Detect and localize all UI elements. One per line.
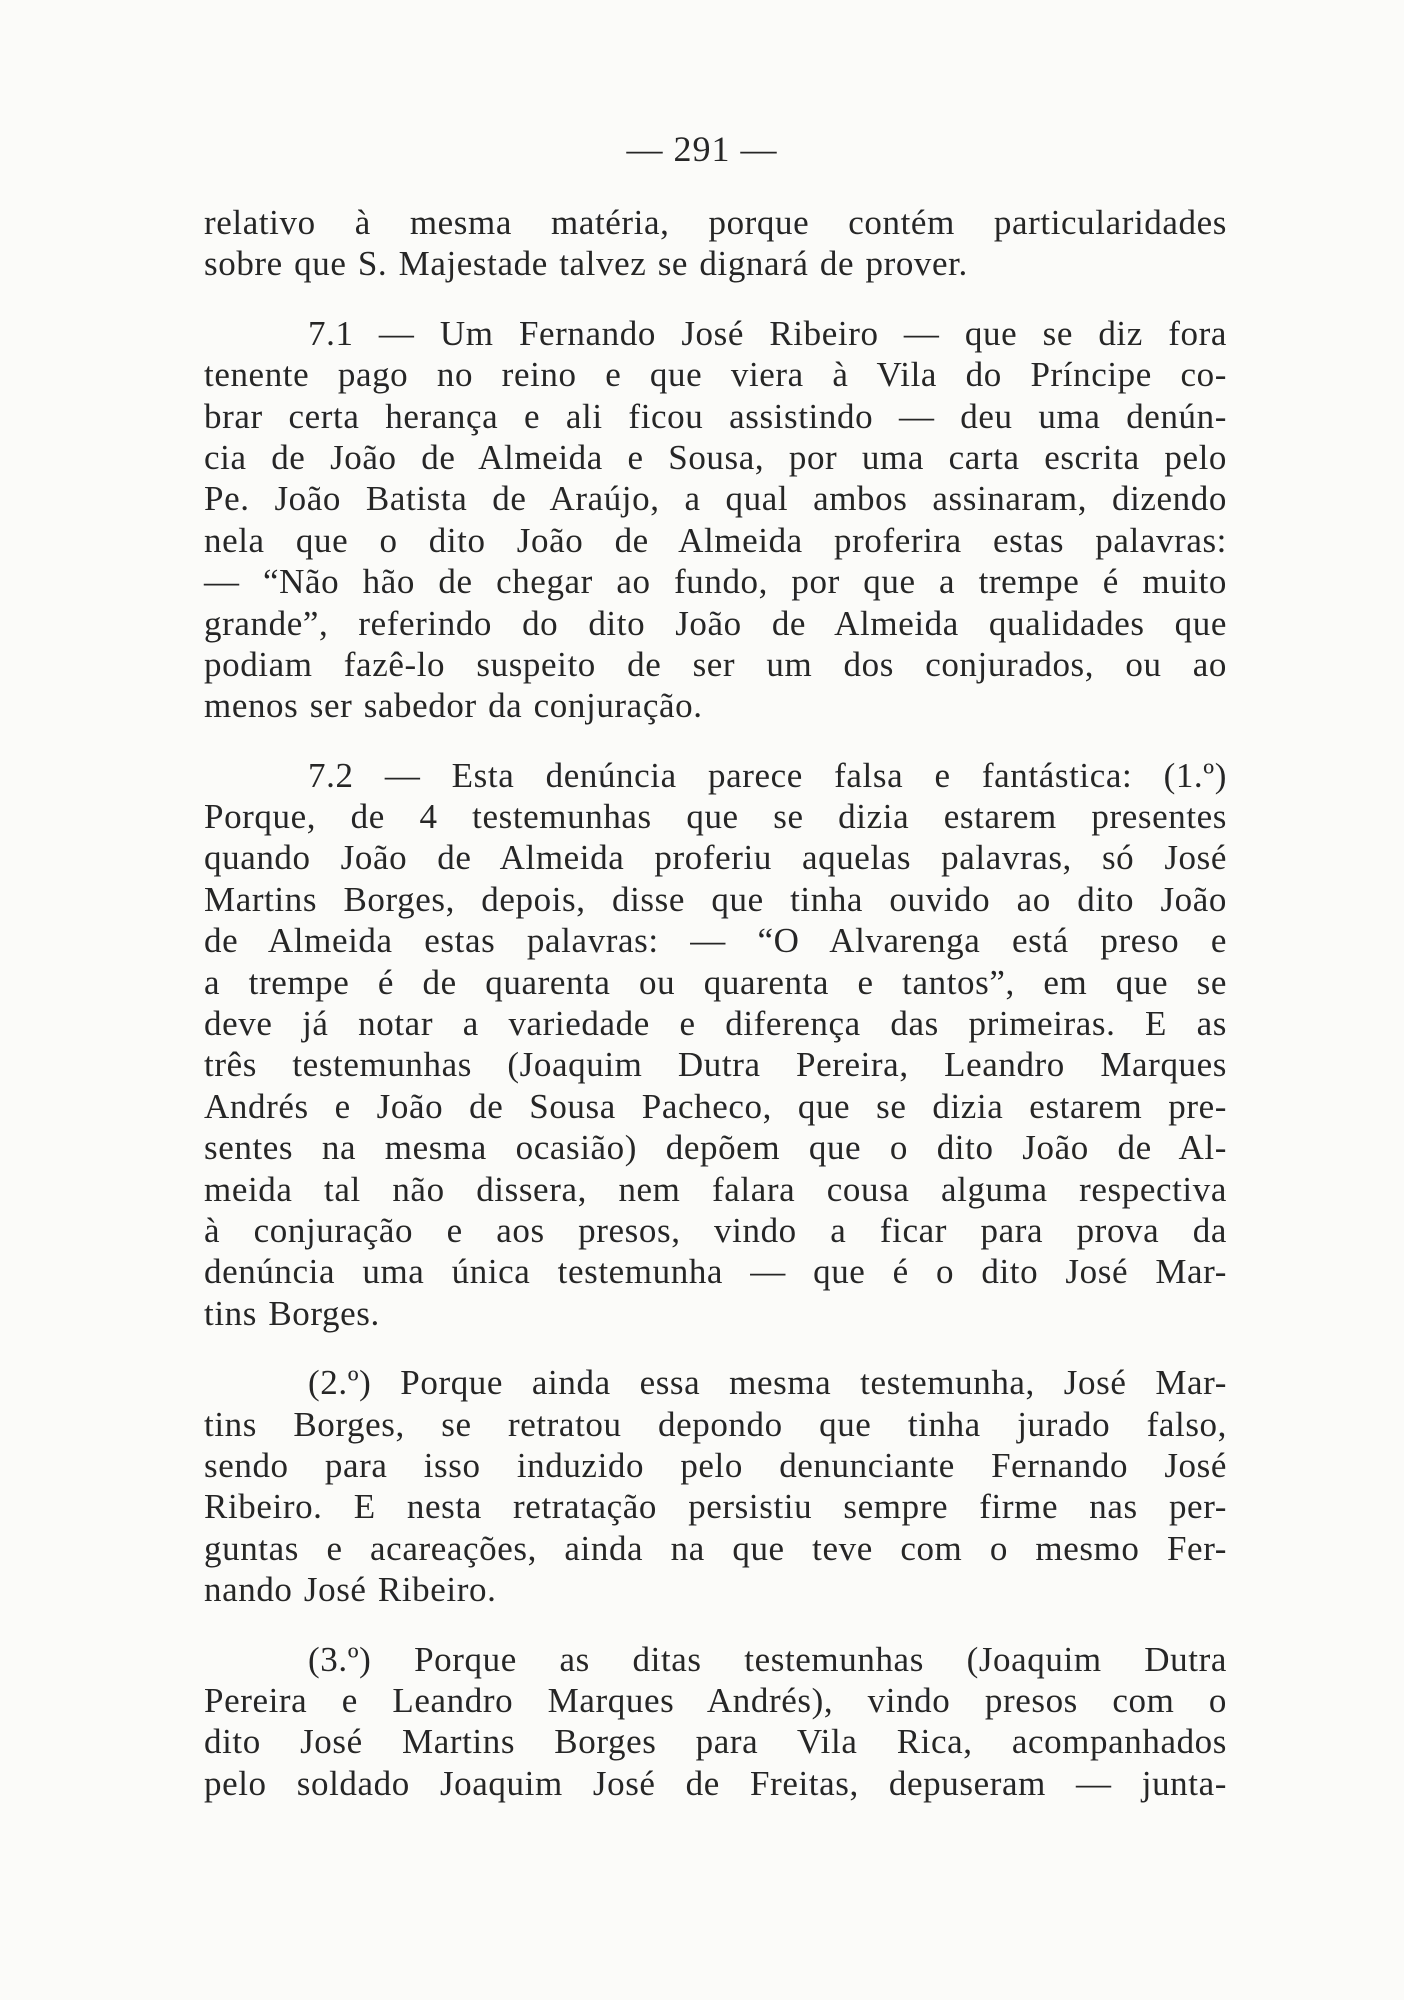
text-line: Martins Borges, depois, disse que tinha ouvido ao dito João [204,879,1227,919]
text-line: à conjuração e aos presos, vindo a ficar para prova da [204,1210,1227,1250]
paragraph-7-1 [204,313,1227,727]
text-line: Porque, de 4 testemunhas que se dizia estarem presentes [204,797,1227,837]
text-line: deve já notar a variedade e diferença das primeiras. E as [204,1004,1227,1044]
text-line: três testemunhas (Joaquim Dutra Pereira, Leandro Marques [204,1045,1227,1085]
text-line: Pereira e Leandro Marques Andrés), vindo presos com o [204,1680,1227,1720]
text-line: 7.2 — Esta denúncia parece falsa e fantástica: (1.º) [308,755,1227,795]
text-line: tins Borges, se retratou depondo que tinha jurado falso, [204,1404,1227,1444]
text-line: meida tal não dissera, nem falara cousa alguma respectiva [204,1169,1227,1209]
paragraph-7-2 [204,755,1227,1334]
text-line: cia de João de Almeida e Sousa, por uma carta escrita pelo [204,437,1227,477]
text-line: sobre que S. Majestade talvez se dignará de prover. [204,244,968,284]
text-line: 7.1 — Um Fernando José Ribeiro — que se diz fora [308,313,1227,353]
text-line: denúncia uma única testemunha — que é o dito José Mar- [204,1252,1227,1292]
text-line: (3.º) Porque as ditas testemunhas (Joaquim Dutra [308,1639,1227,1679]
text-line: brar certa herança e ali ficou assistindo — deu uma denún- [204,396,1227,436]
body-text [204,202,1227,1804]
text-line: sendo para isso induzido pelo denunciante Fernando José [204,1445,1227,1485]
text-line: menos ser sabedor da conjuração. [204,686,703,726]
text-line: grande”, referindo do dito João de Almeida qualidades que [204,603,1227,643]
text-line: quando João de Almeida proferiu aquelas palavras, só José [204,838,1227,878]
paragraph-point-2 [204,1362,1227,1610]
text-line: sentes na mesma ocasião) depõem que o dito João de Al- [204,1128,1227,1168]
text-line: dito José Martins Borges para Vila Rica, acompanhados [204,1722,1227,1762]
text-line: Pe. João Batista de Araújo, a qual ambos assinaram, dizendo [204,479,1227,519]
text-line: pelo soldado Joaquim José de Freitas, depuseram — junta- [204,1763,1227,1803]
text-line: Ribeiro. E nesta retratação persistiu sempre firme nas per- [204,1487,1227,1527]
text-line: relativo à mesma matéria, porque contém particularidades [204,203,1227,242]
text-line: (2.º) Porque ainda essa mesma testemunha, José Mar- [308,1363,1227,1403]
text-line: guntas e acareações, ainda na que teve com o mesmo Fer- [204,1528,1227,1568]
text-line: nando José Ribeiro. [204,1570,497,1610]
text-line: de Almeida estas palavras: — “O Alvarenga está preso e [204,921,1227,961]
page-number: — 291 — [626,129,778,169]
paragraph-point-3 [204,1639,1227,1805]
paragraph-continuation [204,202,1227,285]
text-line: tins Borges. [204,1293,380,1333]
text-line: — “Não hão de chegar ao fundo, por que a trempe é muito [204,562,1227,602]
text-line: tenente pago no reino e que viera à Vila do Príncipe co- [204,355,1227,395]
text-line: a trempe é de quarenta ou quarenta e tantos”, em que se [204,962,1227,1002]
text-line: nela que o dito João de Almeida proferira estas palavras: [204,520,1227,560]
text-line: Andrés e João de Sousa Pacheco, que se dizia estarem pre- [204,1086,1227,1126]
text-line: podiam fazê-lo suspeito de ser um dos conjurados, ou ao [204,644,1227,684]
